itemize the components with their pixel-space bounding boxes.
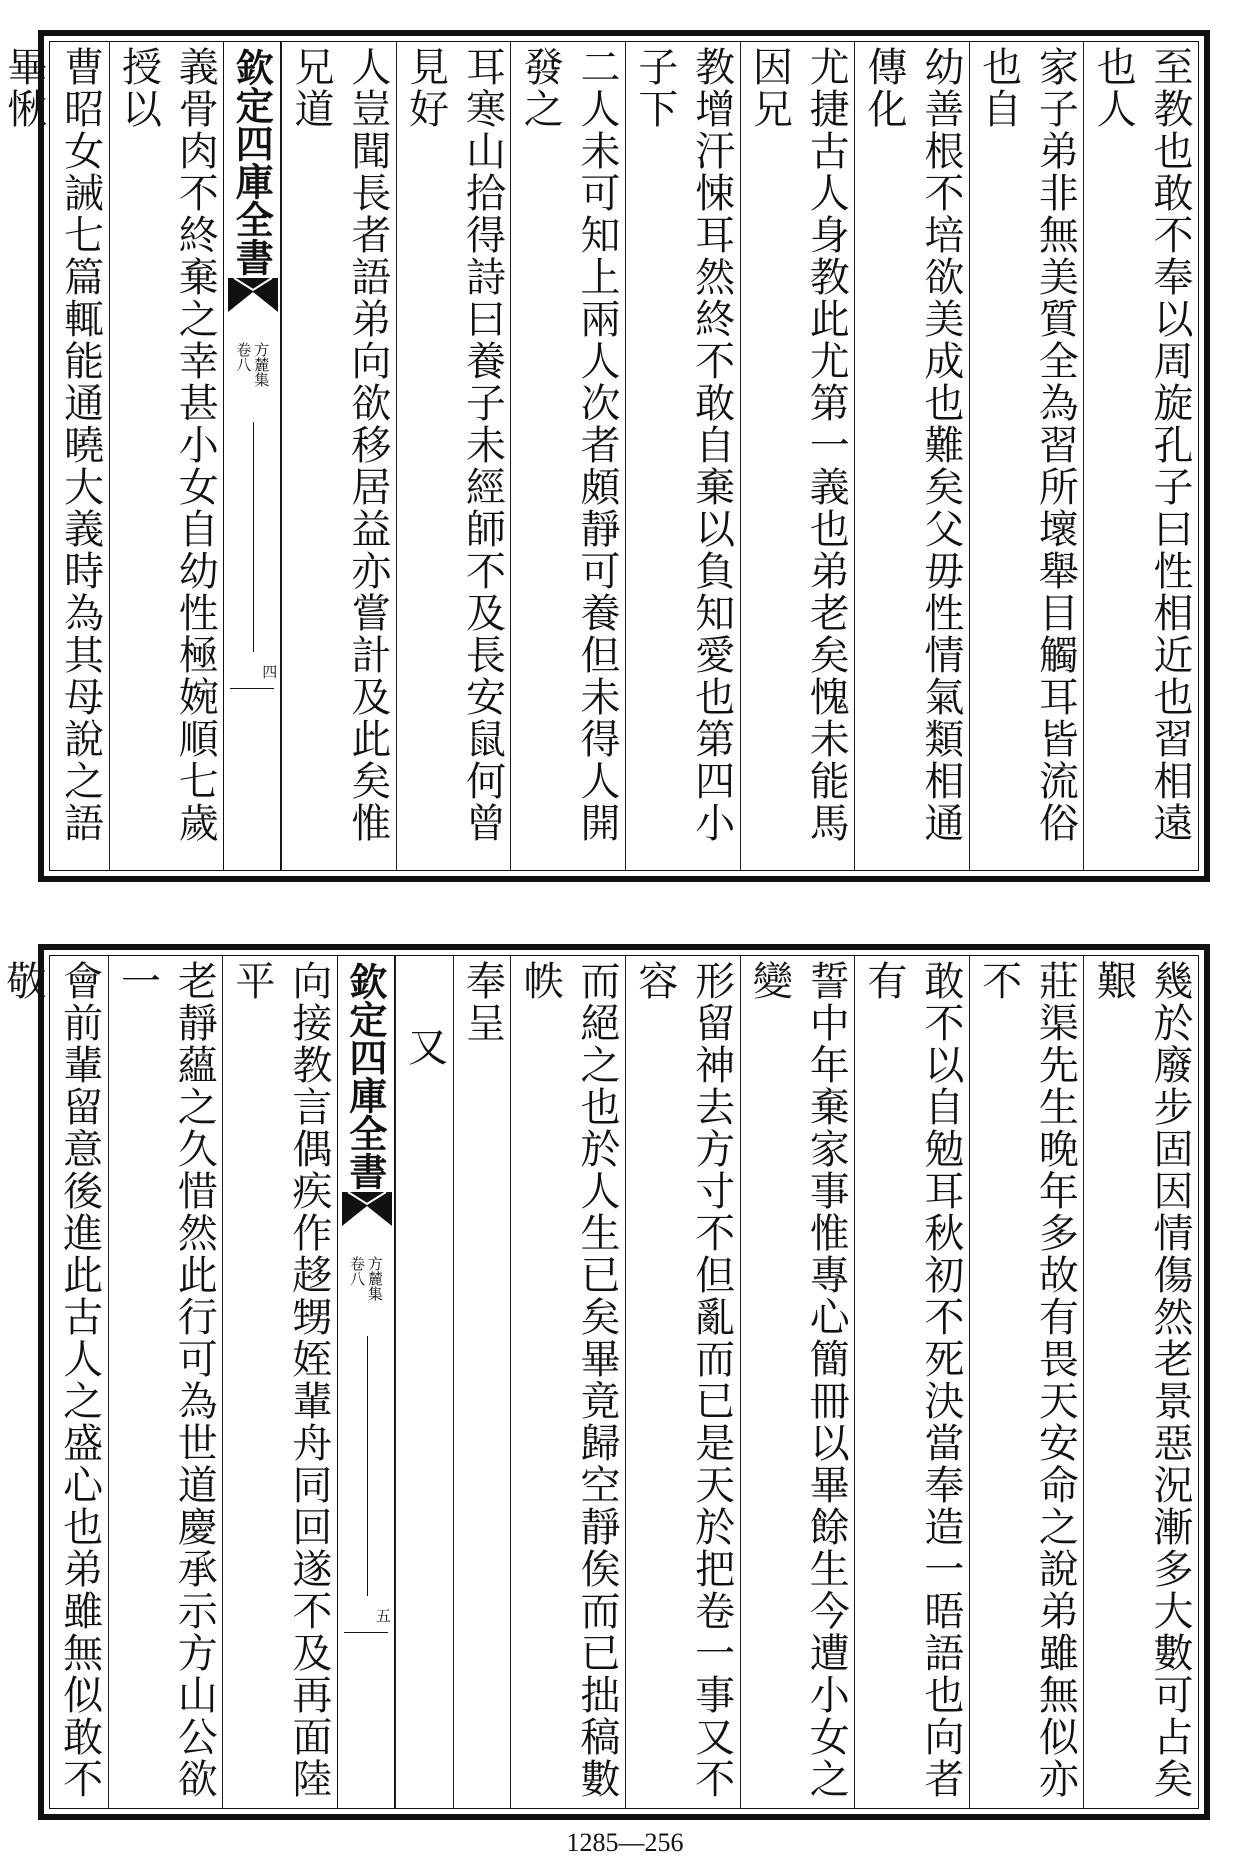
text-column: 至教也敢不奉以周旋孔子曰性相近也習相遠也人: [1083, 42, 1198, 870]
collection-meta: [224, 342, 280, 387]
book-title: 欽定四庫全書: [342, 962, 388, 1190]
center-fold-top: [223, 42, 281, 870]
text-column: 老靜蘊之久惜然此行可為世道慶承示方山公欲一: [108, 956, 223, 1808]
text-column: 曹昭女誡七篇輒能通曉大義時為其母說之語畢愀: [0, 42, 109, 870]
page-number-rule: [230, 688, 274, 689]
fishtail-mark-icon: [342, 1192, 392, 1226]
text-column: 而絕之也於人生已矣畢竟歸空靜俟而已拙稿數帙: [510, 956, 625, 1808]
collection-meta: [338, 1256, 394, 1301]
text-column: 會前輩留意後進此古人之盛心也弟雖無似敢不敬: [0, 956, 108, 1808]
page-panel-bottom: [0, 944, 1210, 1820]
text-column: 又: [395, 956, 453, 1808]
text-column: 誓中年棄家事惟專心簡冊以畢餘生今遭小女之變: [740, 956, 855, 1808]
text-column: 敢不以自勉耳秋初不死決當奉造一晤語也向者有: [854, 956, 969, 1808]
text-column: 耳寒山拾得詩曰養子未經師不及長安鼠何曾見好: [396, 42, 511, 870]
page-number-rule: [344, 1632, 388, 1633]
text-column: 義骨肉不終棄之幸甚小女自幼性極婉順七歲授以: [109, 42, 224, 870]
volume-label: 卷八: [347, 1256, 366, 1286]
page-panel-top: [0, 30, 1210, 882]
book-title: 欽定四庫全書: [229, 48, 275, 276]
text-column: 人豈聞長者語弟向欲移居益亦嘗計及此矣惟兄道: [281, 42, 396, 870]
text-column: 教增汗悚耳然終不敢自棄以負知愛也第四小子下: [625, 42, 740, 870]
page-number: 五: [373, 1608, 392, 1623]
fold-rule: [367, 1336, 368, 1596]
collection-name: 方麓集: [365, 1256, 384, 1301]
column-grid-top: [0, 41, 1199, 871]
text-column: 尤捷古人身教此尤第一義也弟老矣愧未能馬因兄: [740, 42, 855, 870]
text-column: 莊渠先生晚年多故有畏天安命之說弟雖無似亦不: [969, 956, 1084, 1808]
text-column: 向接教言偶疾作趍甥姪輩舟同回遂不及再面陸平: [222, 956, 337, 1808]
fold-rule: [253, 422, 254, 652]
column-grid-bottom: [0, 955, 1199, 1809]
text-column: 二人未可知上兩人次者頗靜可養但未得人開發之: [510, 42, 625, 870]
text-column: 家子弟非無美質全為習所壞舉目觸耳皆流俗也自: [969, 42, 1084, 870]
text-column: 形留神去方寸不但亂而已是天於把卷一事又不容: [625, 956, 740, 1808]
collection-name: 方麓集: [252, 342, 271, 387]
volume-label: 卷八: [234, 342, 253, 372]
page-number: 四: [260, 664, 279, 679]
text-column: 幼善根不培欲美成也難矣父毋性情氣類相通傳化: [854, 42, 969, 870]
text-column: 幾於廢步固因情傷然老景惡況漸多大數可占矣艱: [1083, 956, 1198, 1808]
text-column: 奉呈: [453, 956, 511, 1808]
fishtail-mark-icon: [228, 278, 278, 312]
center-fold-bottom: [337, 956, 395, 1808]
catalog-number: 1285—256: [566, 1828, 684, 1857]
